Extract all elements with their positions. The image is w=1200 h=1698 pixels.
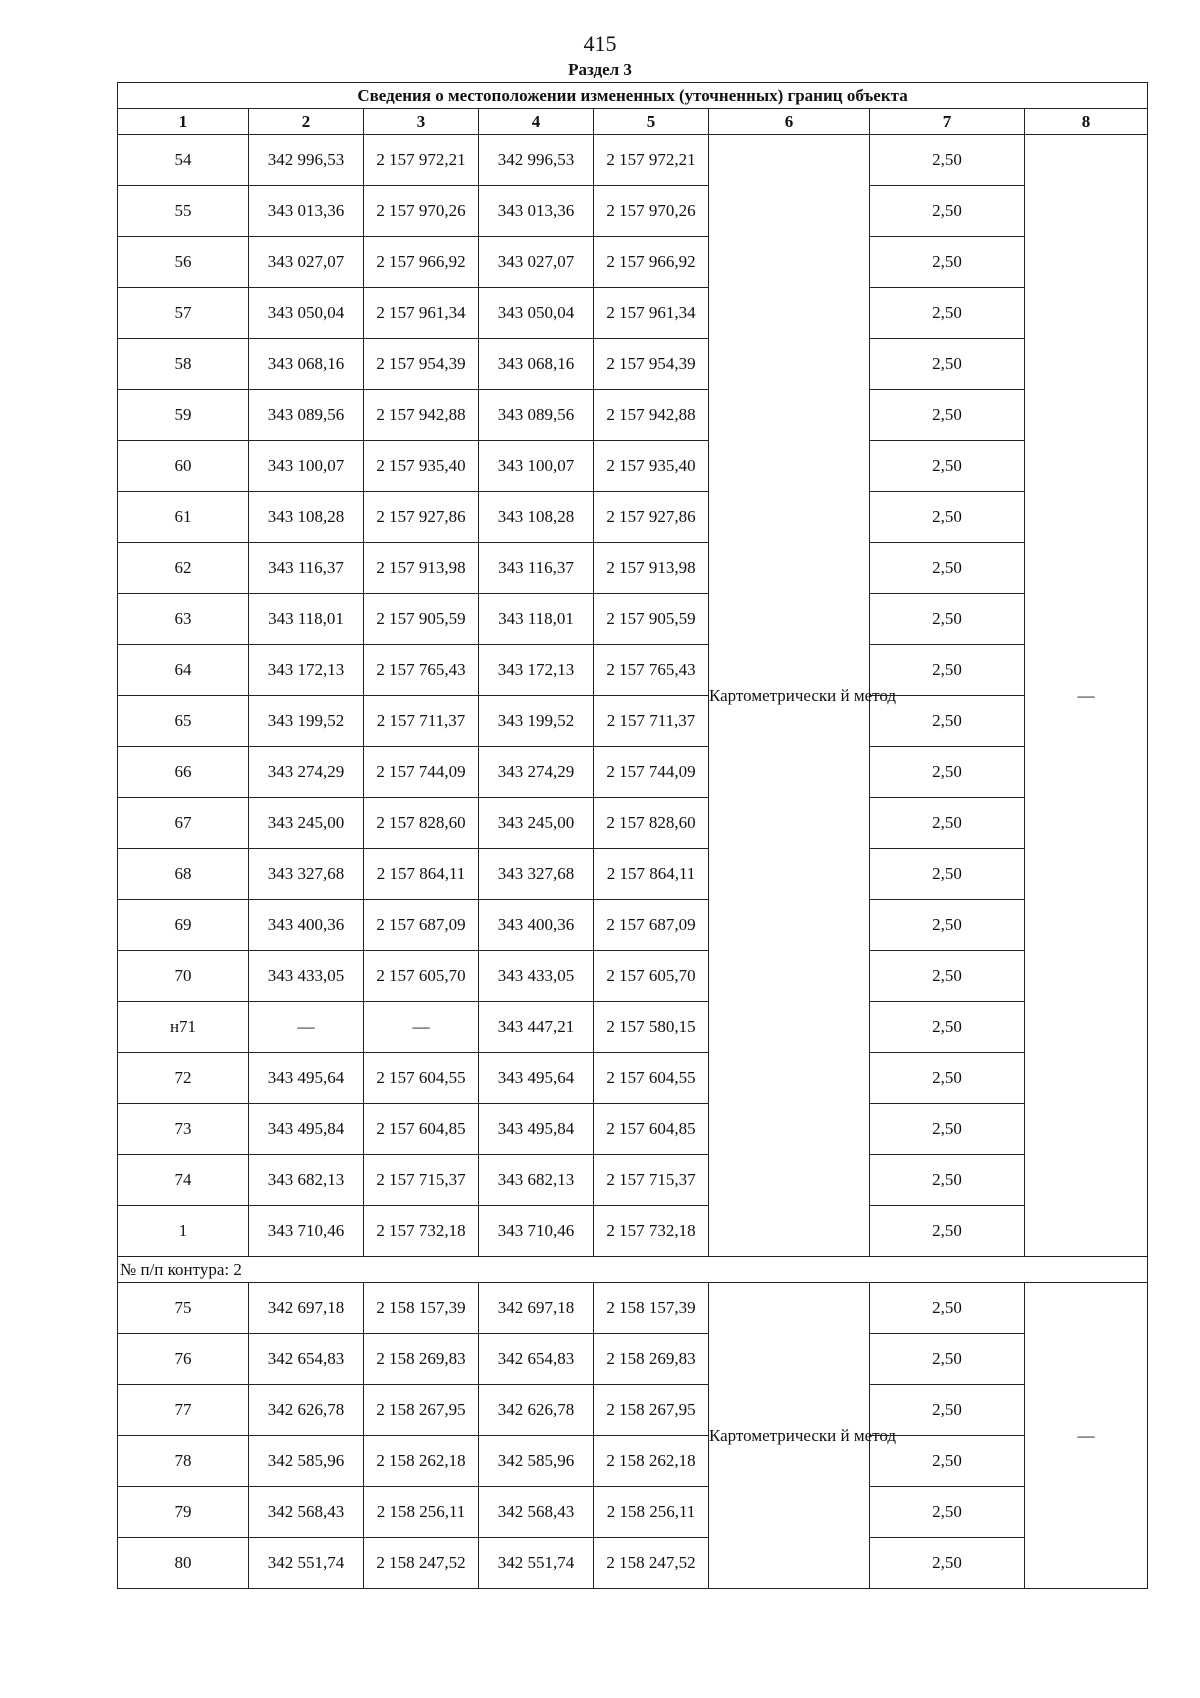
x-new-cell: 342 697,18: [479, 1283, 594, 1334]
accuracy-cell: 2,50: [870, 1385, 1025, 1436]
accuracy-cell: 2,50: [870, 1334, 1025, 1385]
y-old-cell: 2 158 157,39: [364, 1283, 479, 1334]
x-new-cell: 343 013,36: [479, 186, 594, 237]
table-row: [118, 1334, 1148, 1385]
table-row: [118, 1385, 1148, 1436]
table-row: [118, 747, 1148, 798]
y-old-cell: 2 158 256,11: [364, 1487, 479, 1538]
y-old-cell: 2 158 247,52: [364, 1538, 479, 1589]
accuracy-cell: 2,50: [870, 900, 1025, 951]
accuracy-cell: 2,50: [870, 1104, 1025, 1155]
x-new-cell: 343 682,13: [479, 1155, 594, 1206]
accuracy-cell: 2,50: [870, 1487, 1025, 1538]
x-new-cell: 342 551,74: [479, 1538, 594, 1589]
x-new-cell: 343 327,68: [479, 849, 594, 900]
point-number-cell: 60: [118, 441, 249, 492]
point-number-cell: 65: [118, 696, 249, 747]
table-row: [118, 951, 1148, 1002]
accuracy-cell: 2,50: [870, 237, 1025, 288]
x-old-cell: 343 050,04: [249, 288, 364, 339]
point-number-cell: 56: [118, 237, 249, 288]
x-old-cell: 343 068,16: [249, 339, 364, 390]
table-row: [118, 441, 1148, 492]
x-old-cell: 342 996,53: [249, 135, 364, 186]
y-old-cell: 2 157 970,26: [364, 186, 479, 237]
x-old-cell: 343 495,64: [249, 1053, 364, 1104]
table-row: [118, 288, 1148, 339]
y-old-cell: 2 157 715,37: [364, 1155, 479, 1206]
table-title-row: [118, 83, 1148, 109]
accuracy-cell: 2,50: [870, 543, 1025, 594]
y-new-cell: 2 157 744,09: [594, 747, 709, 798]
accuracy-cell: 2,50: [870, 1436, 1025, 1487]
y-new-cell: 2 157 966,92: [594, 237, 709, 288]
contour-label: № п/п контура: 2: [118, 1257, 1148, 1283]
column-number: 8: [1025, 109, 1148, 135]
point-number-cell: 76: [118, 1334, 249, 1385]
x-new-cell: 343 245,00: [479, 798, 594, 849]
x-old-cell: 342 585,96: [249, 1436, 364, 1487]
table-row: [118, 492, 1148, 543]
y-new-cell: 2 157 970,26: [594, 186, 709, 237]
y-old-cell: 2 157 765,43: [364, 645, 479, 696]
column-number: 7: [870, 109, 1025, 135]
x-old-cell: 343 100,07: [249, 441, 364, 492]
table-title: Сведения о местоположении измененных (уточненных) границ объекта: [118, 83, 1148, 109]
x-new-cell: 343 089,56: [479, 390, 594, 441]
column-number: 3: [364, 109, 479, 135]
y-new-cell: 2 157 605,70: [594, 951, 709, 1002]
y-new-cell: 2 157 935,40: [594, 441, 709, 492]
y-old-cell: 2 157 605,70: [364, 951, 479, 1002]
table-row: [118, 1155, 1148, 1206]
y-new-cell: 2 158 256,11: [594, 1487, 709, 1538]
accuracy-cell: 2,50: [870, 645, 1025, 696]
table-row: [118, 339, 1148, 390]
point-number-cell: 77: [118, 1385, 249, 1436]
x-old-cell: 343 710,46: [249, 1206, 364, 1257]
y-old-cell: 2 157 972,21: [364, 135, 479, 186]
y-old-cell: 2 157 744,09: [364, 747, 479, 798]
accuracy-cell: 2,50: [870, 1002, 1025, 1053]
y-new-cell: 2 157 864,11: [594, 849, 709, 900]
y-old-cell: 2 157 954,39: [364, 339, 479, 390]
point-number-cell: н71: [118, 1002, 249, 1053]
y-new-cell: 2 158 267,95: [594, 1385, 709, 1436]
y-new-cell: 2 157 604,85: [594, 1104, 709, 1155]
table-row: [118, 1538, 1148, 1589]
x-new-cell: 343 116,37: [479, 543, 594, 594]
table-row: [118, 1436, 1148, 1487]
x-new-cell: 343 172,13: [479, 645, 594, 696]
table-row: [118, 1206, 1148, 1257]
point-number-cell: 58: [118, 339, 249, 390]
table-row: [118, 696, 1148, 747]
point-number-cell: 62: [118, 543, 249, 594]
y-new-cell: 2 157 765,43: [594, 645, 709, 696]
x-old-cell: 343 495,84: [249, 1104, 364, 1155]
x-old-cell: 342 697,18: [249, 1283, 364, 1334]
column-number: 1: [118, 109, 249, 135]
x-new-cell: 343 710,46: [479, 1206, 594, 1257]
accuracy-cell: 2,50: [870, 798, 1025, 849]
accuracy-cell: 2,50: [870, 186, 1025, 237]
table-row: [118, 900, 1148, 951]
accuracy-cell: 2,50: [870, 849, 1025, 900]
accuracy-cell: 2,50: [870, 339, 1025, 390]
point-number-cell: 66: [118, 747, 249, 798]
table-row: [118, 186, 1148, 237]
point-number-cell: 57: [118, 288, 249, 339]
x-old-cell: 343 108,28: [249, 492, 364, 543]
x-new-cell: 343 274,29: [479, 747, 594, 798]
y-old-cell: 2 157 935,40: [364, 441, 479, 492]
column-number: 4: [479, 109, 594, 135]
x-old-cell: 343 682,13: [249, 1155, 364, 1206]
table-row: [118, 645, 1148, 696]
x-old-cell: 343 327,68: [249, 849, 364, 900]
y-new-cell: 2 158 157,39: [594, 1283, 709, 1334]
y-old-cell: 2 158 269,83: [364, 1334, 479, 1385]
point-number-cell: 55: [118, 186, 249, 237]
boundary-table: [117, 82, 1148, 1589]
column-8-cell: —: [1025, 135, 1148, 1257]
y-old-cell: —: [364, 1002, 479, 1053]
x-new-cell: 342 654,83: [479, 1334, 594, 1385]
x-new-cell: 343 050,04: [479, 288, 594, 339]
y-new-cell: 2 158 269,83: [594, 1334, 709, 1385]
accuracy-cell: 2,50: [870, 1538, 1025, 1589]
y-new-cell: 2 157 913,98: [594, 543, 709, 594]
y-new-cell: 2 157 580,15: [594, 1002, 709, 1053]
section-title: Раздел 3: [568, 60, 632, 79]
x-new-cell: 342 626,78: [479, 1385, 594, 1436]
x-old-cell: 343 116,37: [249, 543, 364, 594]
column-number: 5: [594, 109, 709, 135]
point-number-cell: 73: [118, 1104, 249, 1155]
y-old-cell: 2 158 262,18: [364, 1436, 479, 1487]
x-new-cell: 342 585,96: [479, 1436, 594, 1487]
y-new-cell: 2 157 828,60: [594, 798, 709, 849]
point-number-cell: 69: [118, 900, 249, 951]
x-new-cell: 343 400,36: [479, 900, 594, 951]
x-new-cell: 342 996,53: [479, 135, 594, 186]
x-old-cell: 342 654,83: [249, 1334, 364, 1385]
x-old-cell: 343 245,00: [249, 798, 364, 849]
table-row: [118, 135, 1148, 186]
y-old-cell: 2 157 828,60: [364, 798, 479, 849]
accuracy-cell: 2,50: [870, 441, 1025, 492]
y-new-cell: 2 157 942,88: [594, 390, 709, 441]
x-new-cell: 343 068,16: [479, 339, 594, 390]
table-row: [118, 390, 1148, 441]
accuracy-cell: 2,50: [870, 1283, 1025, 1334]
table-row: [118, 1487, 1148, 1538]
accuracy-cell: 2,50: [870, 1155, 1025, 1206]
method-cell: Картометрически й метод: [709, 135, 870, 1257]
point-number-cell: 54: [118, 135, 249, 186]
x-new-cell: 343 108,28: [479, 492, 594, 543]
y-new-cell: 2 157 927,86: [594, 492, 709, 543]
point-number-cell: 1: [118, 1206, 249, 1257]
table-row: [118, 1283, 1148, 1334]
contour-label-row: [118, 1257, 1148, 1283]
point-number-cell: 80: [118, 1538, 249, 1589]
x-old-cell: 342 568,43: [249, 1487, 364, 1538]
y-old-cell: 2 157 927,86: [364, 492, 479, 543]
x-old-cell: 343 433,05: [249, 951, 364, 1002]
x-new-cell: 343 433,05: [479, 951, 594, 1002]
point-number-cell: 68: [118, 849, 249, 900]
y-new-cell: 2 157 715,37: [594, 1155, 709, 1206]
table-row: [118, 594, 1148, 645]
accuracy-cell: 2,50: [870, 594, 1025, 645]
point-number-cell: 63: [118, 594, 249, 645]
point-number-cell: 67: [118, 798, 249, 849]
point-number-cell: 59: [118, 390, 249, 441]
table-row: [118, 798, 1148, 849]
y-new-cell: 2 157 972,21: [594, 135, 709, 186]
x-new-cell: 343 447,21: [479, 1002, 594, 1053]
x-old-cell: 342 626,78: [249, 1385, 364, 1436]
accuracy-cell: 2,50: [870, 747, 1025, 798]
x-new-cell: 343 495,84: [479, 1104, 594, 1155]
y-old-cell: 2 157 687,09: [364, 900, 479, 951]
x-old-cell: 343 199,52: [249, 696, 364, 747]
y-new-cell: 2 157 604,55: [594, 1053, 709, 1104]
y-new-cell: 2 157 687,09: [594, 900, 709, 951]
y-new-cell: 2 157 954,39: [594, 339, 709, 390]
x-new-cell: 343 027,07: [479, 237, 594, 288]
y-old-cell: 2 157 604,55: [364, 1053, 479, 1104]
accuracy-cell: 2,50: [870, 696, 1025, 747]
point-number-cell: 70: [118, 951, 249, 1002]
x-old-cell: 343 089,56: [249, 390, 364, 441]
point-number-cell: 79: [118, 1487, 249, 1538]
accuracy-cell: 2,50: [870, 135, 1025, 186]
y-old-cell: 2 157 905,59: [364, 594, 479, 645]
y-old-cell: 2 158 267,95: [364, 1385, 479, 1436]
page-number: 415: [583, 31, 617, 56]
y-new-cell: 2 158 247,52: [594, 1538, 709, 1589]
accuracy-cell: 2,50: [870, 492, 1025, 543]
x-old-cell: 343 013,36: [249, 186, 364, 237]
table-row: [118, 543, 1148, 594]
y-new-cell: 2 157 711,37: [594, 696, 709, 747]
table-row: [118, 849, 1148, 900]
point-number-cell: 61: [118, 492, 249, 543]
table-row: [118, 1053, 1148, 1104]
x-old-cell: —: [249, 1002, 364, 1053]
accuracy-cell: 2,50: [870, 1206, 1025, 1257]
x-new-cell: 343 199,52: [479, 696, 594, 747]
column-number: 6: [709, 109, 870, 135]
column-number: 2: [249, 109, 364, 135]
table-row: [118, 1002, 1148, 1053]
table-row: [118, 237, 1148, 288]
x-old-cell: 343 172,13: [249, 645, 364, 696]
x-new-cell: 343 495,64: [479, 1053, 594, 1104]
accuracy-cell: 2,50: [870, 288, 1025, 339]
x-old-cell: 343 274,29: [249, 747, 364, 798]
x-new-cell: 342 568,43: [479, 1487, 594, 1538]
y-new-cell: 2 157 905,59: [594, 594, 709, 645]
y-new-cell: 2 157 961,34: [594, 288, 709, 339]
method-cell: Картометрически й метод: [709, 1283, 870, 1589]
y-new-cell: 2 157 732,18: [594, 1206, 709, 1257]
accuracy-cell: 2,50: [870, 390, 1025, 441]
y-old-cell: 2 157 913,98: [364, 543, 479, 594]
y-old-cell: 2 157 732,18: [364, 1206, 479, 1257]
x-old-cell: 343 118,01: [249, 594, 364, 645]
accuracy-cell: 2,50: [870, 1053, 1025, 1104]
y-new-cell: 2 158 262,18: [594, 1436, 709, 1487]
point-number-cell: 74: [118, 1155, 249, 1206]
x-new-cell: 343 100,07: [479, 441, 594, 492]
y-old-cell: 2 157 966,92: [364, 237, 479, 288]
point-number-cell: 78: [118, 1436, 249, 1487]
point-number-cell: 75: [118, 1283, 249, 1334]
y-old-cell: 2 157 864,11: [364, 849, 479, 900]
y-old-cell: 2 157 942,88: [364, 390, 479, 441]
table-row: [118, 1104, 1148, 1155]
x-old-cell: 343 027,07: [249, 237, 364, 288]
y-old-cell: 2 157 604,85: [364, 1104, 479, 1155]
point-number-cell: 72: [118, 1053, 249, 1104]
x-old-cell: 342 551,74: [249, 1538, 364, 1589]
point-number-cell: 64: [118, 645, 249, 696]
x-old-cell: 343 400,36: [249, 900, 364, 951]
x-new-cell: 343 118,01: [479, 594, 594, 645]
column-number-row: [118, 109, 1148, 135]
y-old-cell: 2 157 961,34: [364, 288, 479, 339]
y-old-cell: 2 157 711,37: [364, 696, 479, 747]
accuracy-cell: 2,50: [870, 951, 1025, 1002]
column-8-cell: —: [1025, 1283, 1148, 1589]
